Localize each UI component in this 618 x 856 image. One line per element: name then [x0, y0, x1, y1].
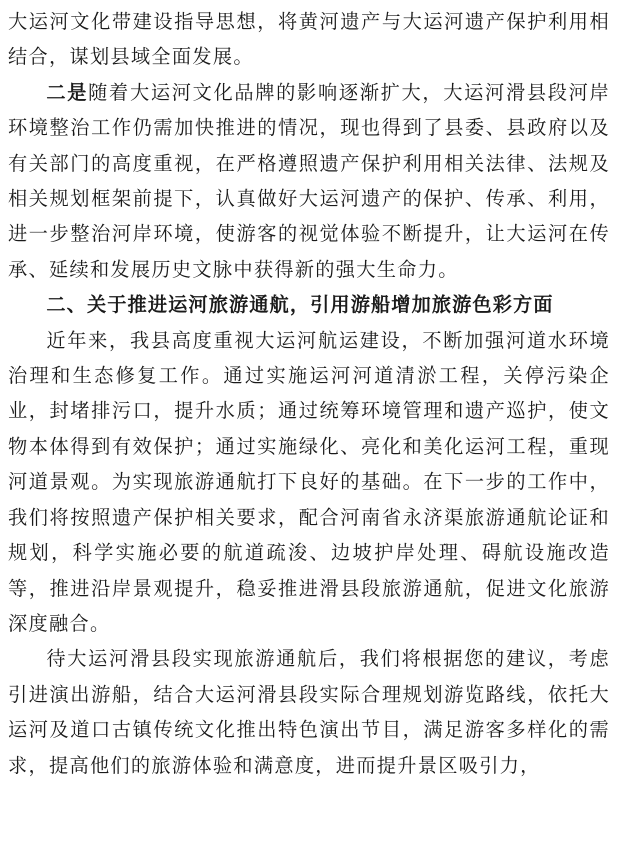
paragraph-second-point — [8, 75, 610, 287]
document-body — [8, 4, 610, 783]
paragraph-second-point-text: 随着大运河文化品牌的影响逐渐扩大，大运河滑县段河岸环境整治工作仍需加快推进的情况，现也得到了县委、县政府以及有关部门的高度重视，在严格遵照遗产保护利用相关法律、法规及相关规划框架前提下，认真做好大运河遗产的保护、传承、利用，进一步整治河岸环境，使游客的视觉体验不断提升，让大运河在传承、延续和发展历史文脉中获得新的强大生命力。 — [8, 80, 610, 281]
paragraph-performance-boats: 待大运河滑县段实现旅游通航后，我们将根据您的建议，考虑引进演出游船，结合大运河滑县段实际合理规划游览路线，依托大运河及道口古镇传统文化推出特色演出节目，满足游客多样化的需求，提高他们的旅游体验和满意度，进而提升景区吸引力， — [8, 647, 610, 777]
paragraph-navigation-work: 近年来，我县高度重视大运河航运建设，不断加强河道水环境治理和生态修复工作。通过实施运河河道清淤工程，关停污染企业，封堵排污口，提升水质；通过统筹环境管理和遗产巡护，使文物本体得到有效保护；通过实施绿化、亮化和美化运河工程，重现河道景观。为实现旅游通航打下良好的基础。在下一步的工作中，我们将按照遗产保护相关要求，配合河南省永济渠旅游通航论证和规划，科学实施必要的航道疏浚、边坡护岸处理、碍航设施改造等，推进沿岸景观提升，稳妥推进滑县段旅游通航，促进文化旅游深度融合。 — [8, 328, 610, 635]
paragraph-continuation: 大运河文化带建设指导思想，将黄河遗产与大运河遗产保护利用相结合，谋划县域全面发展。 — [8, 10, 610, 69]
paragraph-lead-label: 二是 — [46, 80, 89, 104]
section-heading: 二、关于推进运河旅游通航，引用游船增加旅游色彩方面 — [46, 293, 554, 317]
